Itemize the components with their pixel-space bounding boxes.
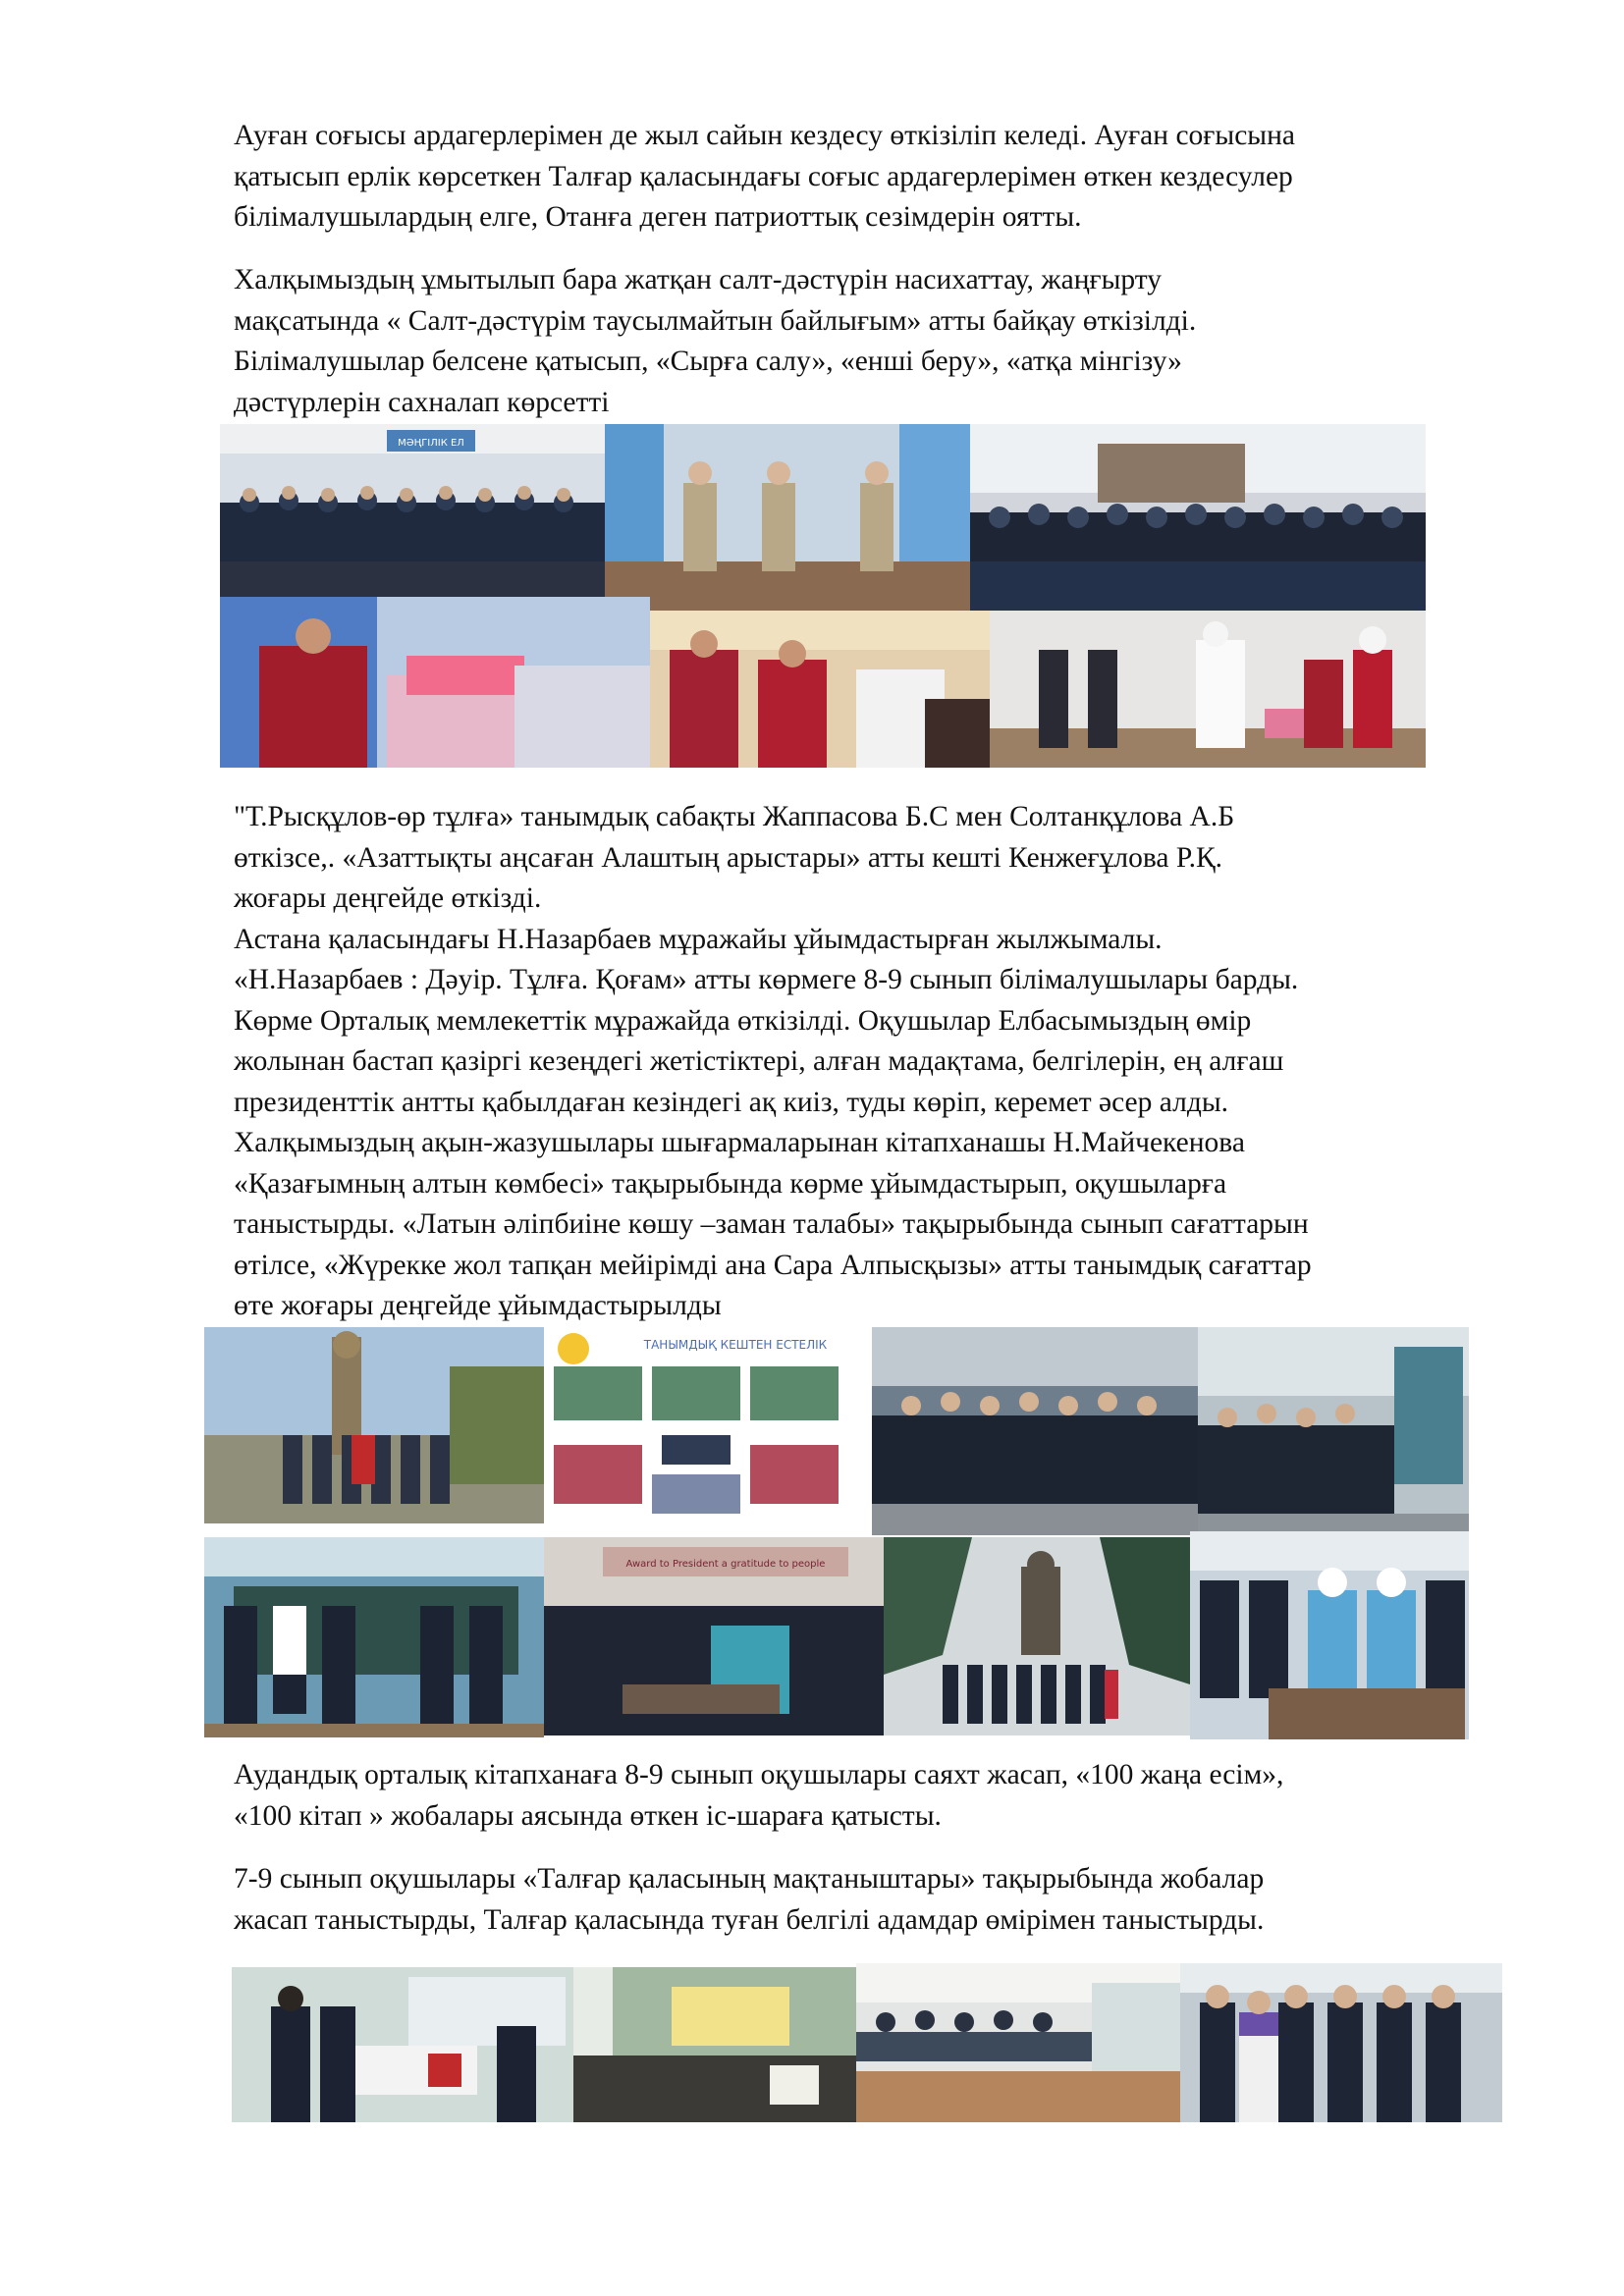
photo-classroom-screen (573, 1967, 856, 2122)
text-line: "Т.Рысқұлов-өр тұлға» танымдық сабақты Жаппасова Б.С мен Солтанқұлова А.Б (234, 801, 1235, 832)
text-line: Халқымыздың ұмытылып бара жатқан салт-дәстүрін насихаттау, жаңғырту (234, 264, 1163, 295)
text-line: «Н.Назарбаев : Дәуір. Тұлға. Қоғам» атты көрмеге 8-9 сынып білімалушылары барды. (234, 964, 1299, 995)
text-line: «100 кітап » жобалары аясында өткен іс-шараға қатысты. (234, 1799, 942, 1832)
paragraph-talgar-projects (234, 1859, 1490, 1941)
text-line: өтілсе, «Жүрекке жол тапқан мейірімді ана Сара Алпысқызы» атты танымдық сағаттар (234, 1249, 1312, 1281)
text-line: білімалушылардың елге, Отанға деген патриоттық сезімдерін оятты. (234, 201, 1082, 233)
paragraph-afghan-veterans (234, 116, 1490, 239)
text-line: «Қазағымның алтын көмбесі» тақырыбында көрме ұйымдастырып, оқушыларға (234, 1167, 1227, 1200)
photo-tradition-ceremony (650, 611, 990, 768)
text-line: Ауған соғысы ардагерлерімен де жыл сайын кездесу өткізіліп келеді. Ауған соғысына (234, 120, 1295, 151)
photo-tradition-red-dress (220, 597, 650, 768)
poster-text: Award to President a gratitude to people (625, 1559, 826, 1570)
photo-collage-evening (544, 1327, 872, 1523)
text-line: Көрме Орталық мемлекеттік мұражайда өткізілді. Оқушылар Елбасымыздың өмір (234, 1004, 1252, 1037)
photo-veterans-classroom (220, 424, 605, 597)
text-line: президенттік антты қабылдаған кезіндегі ақ киіз, туды көріп, керемет әсер алды. (234, 1086, 1229, 1118)
text-line: 7-9 сынып оқушылары «Талғар қаласының мақтаныштары» тақырыбында жобалар (234, 1863, 1265, 1895)
text-line: өте жоғары деңгейде ұйымдастырылды (234, 1290, 722, 1321)
text-line: Халқымыздың ақын-жазушылары шығармаларынан кітапханашы Н.Майчекенова (234, 1127, 1245, 1158)
paragraph-lessons-exhibitions (234, 797, 1490, 1327)
photo-tradition-stage-couple (990, 611, 1426, 768)
text-line: жасап таныстырды, Талғар қаласында туған белгілі адамдар өмірімен таныстырды. (234, 1903, 1265, 1936)
photo-museum-group (872, 1327, 1198, 1535)
photo-classroom-students (204, 1537, 544, 1737)
photo-monument-winter (884, 1537, 1190, 1735)
text-line: жолынан бастап қазіргі кезеңдегі жетістіктері, алған мадақтама, белгілерін, ең алғаш (234, 1045, 1284, 1077)
photo-veterans-stage (605, 424, 970, 611)
photo-museum-hall (1198, 1327, 1469, 1535)
text-line: өткізсе,. «Азаттықты аңсаған Алаштың арыстары» атты кешті Кенжеғұлова Р.Қ. (234, 841, 1223, 874)
photo-veterans-monument-group (970, 424, 1426, 611)
photo-exhibition-hall (544, 1537, 884, 1735)
photo-monument-group (204, 1327, 544, 1523)
paragraph-traditions (234, 260, 1490, 423)
text-line: Білімалушылар белсене қатысып, «Сырға салу», «енші беру», «атқа мінгізу» (234, 346, 1182, 377)
text-line: дәстүрлерін сахналап көрсетті (234, 386, 610, 418)
text-line: таныстырды. «Латын әліпбиіне көшу –заман талабы» тақырыбында сынып сағаттарын (234, 1208, 1309, 1240)
text-line: қатысып ерлік көрсеткен Талғар қаласындағы соғыс ардагерлерімен өткен кездесулер (234, 160, 1293, 192)
banner-text: МӘҢГІЛІК ЕЛ (398, 438, 464, 449)
text-line: мақсатында « Салт-дәстүрім таусылмайтын байлығым» атты байқау өткізілді. (234, 304, 1197, 337)
photo-presentation-certificate (232, 1967, 573, 2122)
text-line: Астана қаласындағы Н.Назарбаев мұражайы ұйымдастырған жылжымалы. (234, 923, 1163, 955)
text-line: жоғары деңгейде өткізді. (234, 882, 542, 914)
photo-students-standing (1180, 1963, 1502, 2122)
collage-title: ТАНЫМДЫҚ КЕШТЕН ЕСТЕЛІК (643, 1338, 828, 1352)
photo-library-tables (856, 1963, 1180, 2122)
photo-students-costume (1190, 1531, 1469, 1739)
paragraph-library-visit (234, 1755, 1490, 1837)
text-line: Аудандық орталық кітапханаға 8-9 сынып оқушылары саяхт жасап, «100 жаңа есім», (234, 1759, 1284, 1790)
